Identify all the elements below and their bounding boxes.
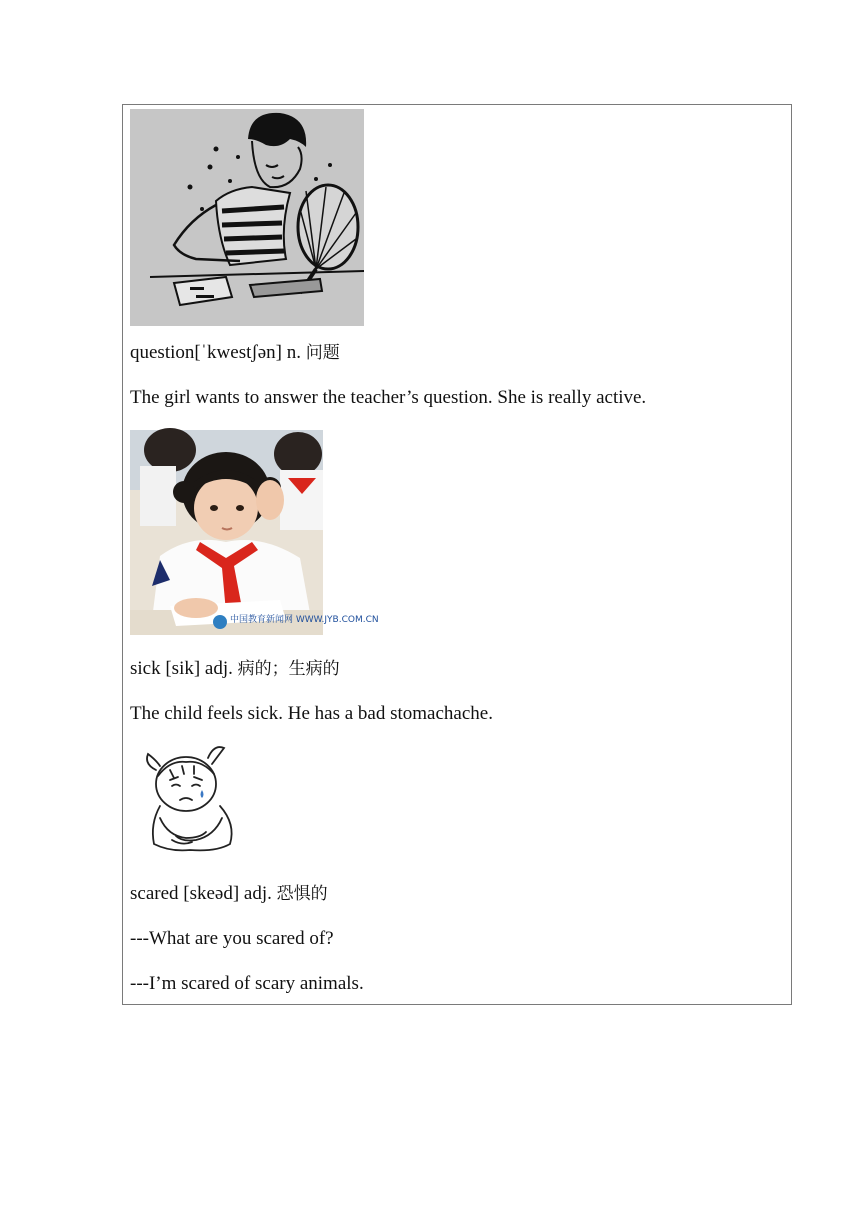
girl-in-classroom-photo [130, 430, 379, 635]
entry-scared-word-line [130, 882, 328, 906]
dialogue-question: ---What are you scared of? [130, 928, 334, 949]
entry-question-word-line [130, 341, 340, 365]
dialogue-answer: ---I’m scared of scary animals. [130, 973, 364, 994]
entry-question-word: question[ˈkwestʃən] n. [130, 342, 301, 363]
entry-sick-word-line [130, 657, 340, 681]
entry-scared-word: scared [skeəd] adj. [130, 883, 272, 904]
entry-scared-meaning: 恐惧的 [276, 884, 328, 904]
entry-question-example: The girl wants to answer the teacher’s question. She is really active. [130, 387, 647, 408]
sick-child-illustration [130, 740, 254, 863]
photo-watermark: 中国教育新闻网 WWW.JYB.COM.CN [230, 615, 379, 625]
entry-sick-example: The child feels sick. He has a bad stomachache. [130, 703, 493, 724]
entry-question-meaning: 问题 [305, 343, 340, 363]
entry-sick-word: sick [sik] adj. [130, 658, 233, 679]
entry-sick-meaning: 病的；生病的 [237, 659, 340, 679]
hot-boy-with-fan-illustration [130, 109, 364, 326]
